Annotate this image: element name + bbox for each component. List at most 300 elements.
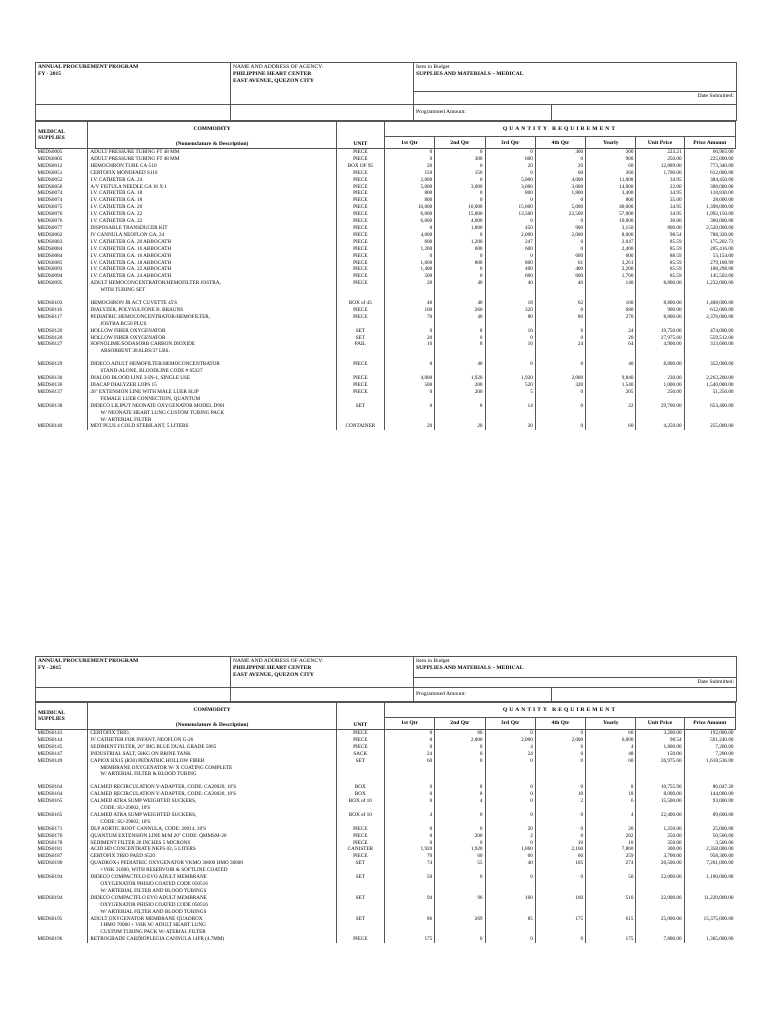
item-description [88,758,336,779]
description-line: CODE: SU-29602, 10'S [100,818,151,825]
qty-q4: 0 [535,239,585,246]
qty-q2: 0 [435,266,485,273]
price-amount: 1,398,000.00 [684,204,735,211]
item-description [88,314,336,328]
table-row [36,382,736,389]
qty-q4: 0 [535,335,585,342]
price-amount: 145,503.00 [684,273,735,280]
qty-yearly: 20 [586,826,636,833]
description-line: RETROGRADE CARDIOPLEGIA CANNULA 14FR (4.7MM) [90,936,225,943]
qty-q1: 40 [384,300,434,307]
col-q2: 2nd Qtr [435,717,485,729]
qty-q3: 85 [485,916,535,937]
qty-yearly: 57,000 [586,211,636,218]
qty-q3: 520 [485,382,535,389]
description-line: DISPOSABLE TRANSDUCER KIT [90,224,168,231]
price-amount: 89,600.00 [684,812,735,826]
table-row [36,314,736,328]
qty-q1: 4 [384,812,434,826]
col-yearly: Yearly [586,717,636,729]
qty-q1: 20 [384,335,434,342]
unit-price: 1,700.00 [636,170,684,177]
item-unit: PIECE [336,737,384,744]
price-amount: 15,375,000.00 [684,916,735,937]
price-amount: 11,220,000.00 [684,895,735,916]
price-amount: 175,202.73 [684,239,735,246]
price-amount: 559,512.00 [684,335,735,342]
qty-q1: 0 [384,833,434,840]
qty-q1 [384,368,434,375]
item-unit: PIECE [336,204,384,211]
qty-yearly: 259 [586,853,636,860]
table-row [36,204,736,211]
table-row [36,266,736,273]
description-line: CUSTOM TUBING PACK W/ ATERIAL FILTER [100,929,206,936]
item-description [88,382,336,389]
qty-yearly: 270 [586,314,636,328]
item-unit: PIECE [336,280,384,294]
item-unit [336,368,384,375]
qty-q1: 20 [384,423,434,430]
table-row [36,190,736,197]
item-description [88,177,336,184]
qty-q2: 269 [435,916,485,937]
unit-price: 25,000.00 [636,916,684,937]
qty-q4: 0 [535,936,585,943]
description-line: ACID HD CONCENTRATE NKFS 02, 5 LITERS [90,846,196,853]
item-unit: SET [336,328,384,335]
description-line: I HMO 70000 + VHK W/ ADULT HEART LUNG [100,922,206,929]
unit-price: 8,800.00 [636,300,684,307]
description-line: CAPIOX RX15 (R30) PEDIATRIC HOLLOW FIBER [90,757,205,764]
qty-yearly: 2,200 [586,266,636,273]
item-code: MEDS0084 [37,252,63,259]
item-code: MEDS0120 [37,334,63,341]
qty-q2: 8 [435,791,485,798]
qty-q4: 2,160 [535,846,585,853]
qty-q3: 800 [485,260,535,267]
qty-yearly: 2,400 [586,246,636,253]
col-unit: UNIT [336,122,384,149]
table-row [36,328,736,335]
procurement-sheet-1 [35,62,736,430]
qty-q2: 0 [435,744,485,751]
qty-q3: 2,000 [485,737,535,744]
table-row [36,253,736,260]
table-row [36,211,736,218]
qty-q1: 0 [384,737,434,744]
price-amount: 308,000.00 [684,184,735,191]
col-quantity-requirement: QUANTITY REQUIREMENT [384,122,735,137]
table-row [36,729,736,736]
qty-q3: 400 [485,266,535,273]
qty-q3: 0 [485,335,535,342]
table-row [36,361,736,368]
col-price-amount: Price Amount [684,717,735,729]
table-row [36,341,736,355]
table-row [36,798,736,812]
price-amount: 1,408,000.00 [684,300,735,307]
qty-q2: 0 [435,826,485,833]
unit-price: 350.00 [636,840,684,847]
qty-yearly: 2,047 [586,239,636,246]
qty-yearly: 60 [586,423,636,430]
qty-q3: 60 [485,853,535,860]
col-q4: 4th Qtr [535,137,585,149]
item-code: MEDS0076 [37,211,63,218]
item-code: MEDS0190 [37,860,63,867]
fy-label: FY - 2015 [38,664,62,671]
description-line: DIALOO BLOOD LINE 3-IN-1, SINGLE USE [90,375,191,382]
table-row [36,853,736,860]
item-unit: BOX of 10 [336,798,384,812]
programmed-amount-label: Programmed Amount: [414,105,552,121]
unit-price: 27,975.60 [636,335,684,342]
item-description [88,307,336,314]
table-row [36,163,736,170]
table-row [36,149,736,156]
item-unit: PIECE [336,826,384,833]
qty-q3: 0 [485,253,535,260]
item-code: MEDS0138 [37,402,63,409]
price-amount: 66,963.00 [684,149,735,156]
description-line: DLP AORTIC ROOT CANNULA, CODE: 20014, 20'S [90,825,207,832]
qty-q1: 0 [384,225,434,232]
price-amount: 93,000.00 [684,798,735,812]
item-label: Item in Budget [416,64,450,70]
qty-yearly: 18 [586,791,636,798]
qty-q3 [485,368,535,375]
qty-q3: 24 [485,751,535,758]
col-price-amount: Price Amount [684,137,735,149]
qty-q4: 160 [535,895,585,916]
items-body [36,149,736,431]
qty-q1: 1,600 [384,260,434,267]
qty-q1: 0 [384,403,434,424]
qty-q1: 0 [384,156,434,163]
qty-q3: 0 [485,758,535,779]
item-unit: PIECE [336,744,384,751]
description-line: +VHK 31000, WITH RESERVOIR & SOFTLINE COATED [100,867,228,874]
unit-price: 223.21 [636,149,684,156]
qty-q4: 4,000 [535,177,585,184]
col-medical-supplies: MEDICAL SUPPLIES [36,122,88,149]
qty-q3: 800 [485,190,535,197]
description-line: INDUSTRIAL SALT, 50KG ON BRINE TANK [90,750,191,757]
table-row [36,156,736,163]
item-code: MEDS0085 [37,259,63,266]
unit-price [636,368,684,375]
unit-price: 85.59 [636,266,684,273]
program-title [36,657,231,688]
agency-label: NAME AND ADDRESS OF AGENCY: [233,64,324,70]
description-line: ADULT HEMOCONCENTRATOR/HEMOFILTER JOSTRA, [90,280,221,287]
item-description [88,403,336,424]
price-amount: 591,240.00 [684,737,735,744]
qty-yearly: 202 [586,833,636,840]
price-amount: 2,520,000.00 [684,225,735,232]
price-amount: 474,000.00 [684,328,735,335]
description-line: CALMED RECIRCULATION Y-ADAPTER, CODE: CA20020, 10'S [90,784,236,791]
item-code: MEDS0187 [37,853,63,860]
item-unit: PIECE [336,314,384,328]
unit-price: 88.59 [636,253,684,260]
qty-q2: 0 [435,190,485,197]
qty-yearly: 9,840 [586,375,636,382]
description-line: CERTOFIX MONOFAED S110 [90,169,158,176]
item-code: MEDS0052 [37,176,63,183]
agency-name: PHILIPPINE HEART CENTER [233,664,312,671]
item-code: MEDS0130 [37,375,63,382]
col-commodity: COMMODITY [88,122,336,137]
item-unit: SET [336,335,384,342]
description-line: CALMED RECIRCULATION Y-ADAPTER, CODE: CA20020, 10'S [90,791,236,798]
description-line: I.V. CATHETER GA. 24 [90,176,143,183]
qty-q3: 0 [485,218,535,225]
qty-q4: 0 [535,751,585,758]
qty-q2: 1,800 [435,225,485,232]
description-line: CERTOFIX TRIO PAED S520 [90,853,155,860]
item-code: MEDS0144 [37,736,63,743]
item-unit: BOX [336,784,384,791]
price-amount: 1,992,150.00 [684,211,735,218]
description-line: I.V. CATHETER GA. 18 [90,197,143,204]
qty-q2: 200 [435,382,485,389]
qty-q3: 160 [485,895,535,916]
qty-q4: 62 [535,300,585,307]
qty-yearly: 680 [586,307,636,314]
price-amount: 53,154.00 [684,253,735,260]
table-row [36,874,736,895]
qty-yearly: 3,150 [586,225,636,232]
item-unit: PIECE [336,853,384,860]
qty-q1: 70 [384,853,434,860]
table-row [36,184,736,191]
qty-q3: 1,860 [485,846,535,853]
program-label: ANNUAL PROCUREMENT PROGRAM [38,658,139,664]
price-amount: 352,000.00 [684,361,735,368]
item-description [88,389,336,403]
qty-q1: 1,920 [384,846,434,853]
qty-q3: 0 [485,149,535,156]
item-description [88,840,336,847]
description-line: QUANTUM EXTENSION LINE M/M 20" CODE: QMMSM-20 [90,832,227,839]
qty-q4: 0 [535,389,585,403]
unit-price: 22,000.00 [636,895,684,916]
qty-yearly: 300 [586,149,636,156]
description-line: W/ NEONATE HEART LUNG CUSTOM TUBING PACK [100,409,225,416]
price-amount: 2,358,000.00 [684,846,735,853]
qty-yearly: 274 [586,860,636,874]
qty-yearly: 20 [586,335,636,342]
unit-price: 85.59 [636,273,684,280]
unit-price: 1,000.00 [636,382,684,389]
description-line: I.V. CATHETER GA. 20 [90,204,143,211]
item-unit: BOX OF 95 [336,163,384,170]
qty-q1: 20 [384,163,434,170]
qty-q1: 86 [384,916,434,937]
price-amount: 1,540,000.00 [684,382,735,389]
col-unit: UNIT [336,702,384,729]
unit-price: 12,889.00 [636,163,684,170]
agency-block [231,657,414,688]
price-amount: 25,000.00 [684,826,735,833]
table-row [36,833,736,840]
qty-q3: 80 [485,314,535,328]
qty-q3: 40 [485,280,535,294]
item-code: MEDS0194 [37,874,63,881]
table-row [36,368,736,375]
item-unit: PIECE [336,197,384,204]
item-code: MEDS0136 [37,382,63,388]
qty-q4: 320 [535,382,585,389]
table-row [36,812,736,826]
items-table [35,121,736,430]
qty-q2: 55 [435,860,485,874]
item-description [88,791,336,798]
qty-yearly: 40 [586,361,636,368]
description-line: DIACAP DIALYZER LOPS 15 [90,382,157,388]
qty-q4: 40 [535,280,585,294]
date-submitted-label: Date Submitted: [697,679,734,685]
table-row [36,177,736,184]
qty-q2: 800 [435,260,485,267]
item-code: MEDS0145 [37,743,63,750]
qty-q1: 500 [384,382,434,389]
qty-q4: 2,000 [535,232,585,239]
item-code: MEDS0171 [37,825,63,832]
qty-q4: 0 [535,197,585,204]
qty-q4: 2 [535,798,585,812]
qty-q1: 0 [384,361,434,368]
description-line: ADULT OXYGENATOR MEMBRANE QUADROX [90,915,203,922]
table-row [36,840,736,847]
unit-price: 34.95 [636,204,684,211]
qty-q2: 600 [435,246,485,253]
qty-q1: 0 [384,840,434,847]
unit-price: 250.00 [636,833,684,840]
item-description [88,341,336,355]
unit-price: 250.00 [636,389,684,403]
budget-block [414,657,737,688]
unit-price: 19,750.00 [636,328,684,335]
qty-q4: 600 [535,273,585,280]
sheet-header [35,62,737,121]
price-amount: 7,200.00 [684,744,735,751]
qty-q1: 1,400 [384,266,434,273]
description-line: HEMOCHRON TUBE CA-510 [90,162,157,169]
qty-q2: 1,920 [435,375,485,382]
item-code: MEDS0005 [37,149,63,155]
item-unit: SET [336,403,384,424]
budget-block [414,63,737,105]
qty-yearly: 60 [586,758,636,779]
unit-price: 8,800.00 [636,361,684,368]
item-description [88,211,336,218]
qty-q3: 2 [485,833,535,840]
description-line: I.V. CATHETER GA. 22 ABBOCATH [90,266,172,273]
item-code: MEDS0074 [37,190,63,197]
item-code: MEDS0094 [37,273,63,280]
qty-q2: 4 [435,798,485,812]
unit-price: 4,250.00 [636,423,684,430]
qty-q1: 150 [384,170,434,177]
qty-q3: 247 [485,239,535,246]
table-row [36,170,736,177]
item-description [88,798,336,812]
qty-q4: 600 [535,253,585,260]
qty-q3: 2,000 [485,232,535,239]
table-row [36,936,736,943]
item-description [88,860,336,874]
qty-q4: 0 [535,307,585,314]
qty-q3: 0 [485,812,535,826]
description-line: OXYGENATOR PHISIO COATED CODE 050516 [100,881,208,888]
col-nomenclature: (Nomenclature & Description) [88,137,336,149]
item-description [88,239,336,246]
unit-price: 230.00 [636,375,684,382]
qty-q4: 105 [535,860,585,874]
qty-q1: 0 [384,791,434,798]
item-description [88,300,336,307]
description-line: IV CANNULA NEOFLON GA. 24 [90,231,165,238]
qty-q4: 400 [535,266,585,273]
item-description [88,812,336,826]
item-code: MEDS0005 [37,155,63,162]
qty-q1: 70 [384,314,434,328]
unit-price: 250.00 [636,156,684,163]
price-amount: 2,263,200.00 [684,375,735,382]
qty-q4: 0 [535,758,585,779]
price-amount: 28,000.00 [684,197,735,204]
item-code: MEDS0143 [37,729,63,736]
unit-price: 22,400.00 [636,812,684,826]
unit-price: 34.95 [636,177,684,184]
item-unit: CANISTER [336,846,384,853]
description-line: I.V. CATHETER GA. 18 [90,190,143,197]
qty-q4: 0 [535,328,585,335]
unit-price: 4,900.00 [636,341,684,355]
price-amount: 958,300.00 [684,853,735,860]
qty-q2: 10,000 [435,204,485,211]
agency-block [231,63,414,105]
qty-q1: 0 [384,826,434,833]
description-line: HOLLOW FIBER OXYGENATOR [90,327,166,334]
unit-price: 150.00 [636,751,684,758]
item-code: MEDS0083 [37,238,63,245]
price-amount: 1,618,536.00 [684,758,735,779]
qty-q1: 0 [384,729,434,736]
qty-q2: 40 [435,314,485,328]
item-code: MEDS0076 [37,218,63,225]
qty-q1: 800 [384,190,434,197]
item-unit: PIECE [336,361,384,368]
qty-q3: 18 [485,300,535,307]
qty-q2 [435,368,485,375]
qty-q4: 0 [535,218,585,225]
qty-q1: 20 [384,280,434,294]
description-line: FEMALE LUER CONNECTION, QUANTUM [100,395,201,402]
qty-yearly: 8,000 [586,232,636,239]
qty-q1: 6,000 [384,218,434,225]
unit-price: 800.00 [636,225,684,232]
item-description [88,190,336,197]
table-row [36,273,736,280]
qty-q1: 0 [384,798,434,812]
qty-q1: 16 [384,341,434,355]
qty-q1: 600 [384,239,434,246]
item-description [88,833,336,840]
